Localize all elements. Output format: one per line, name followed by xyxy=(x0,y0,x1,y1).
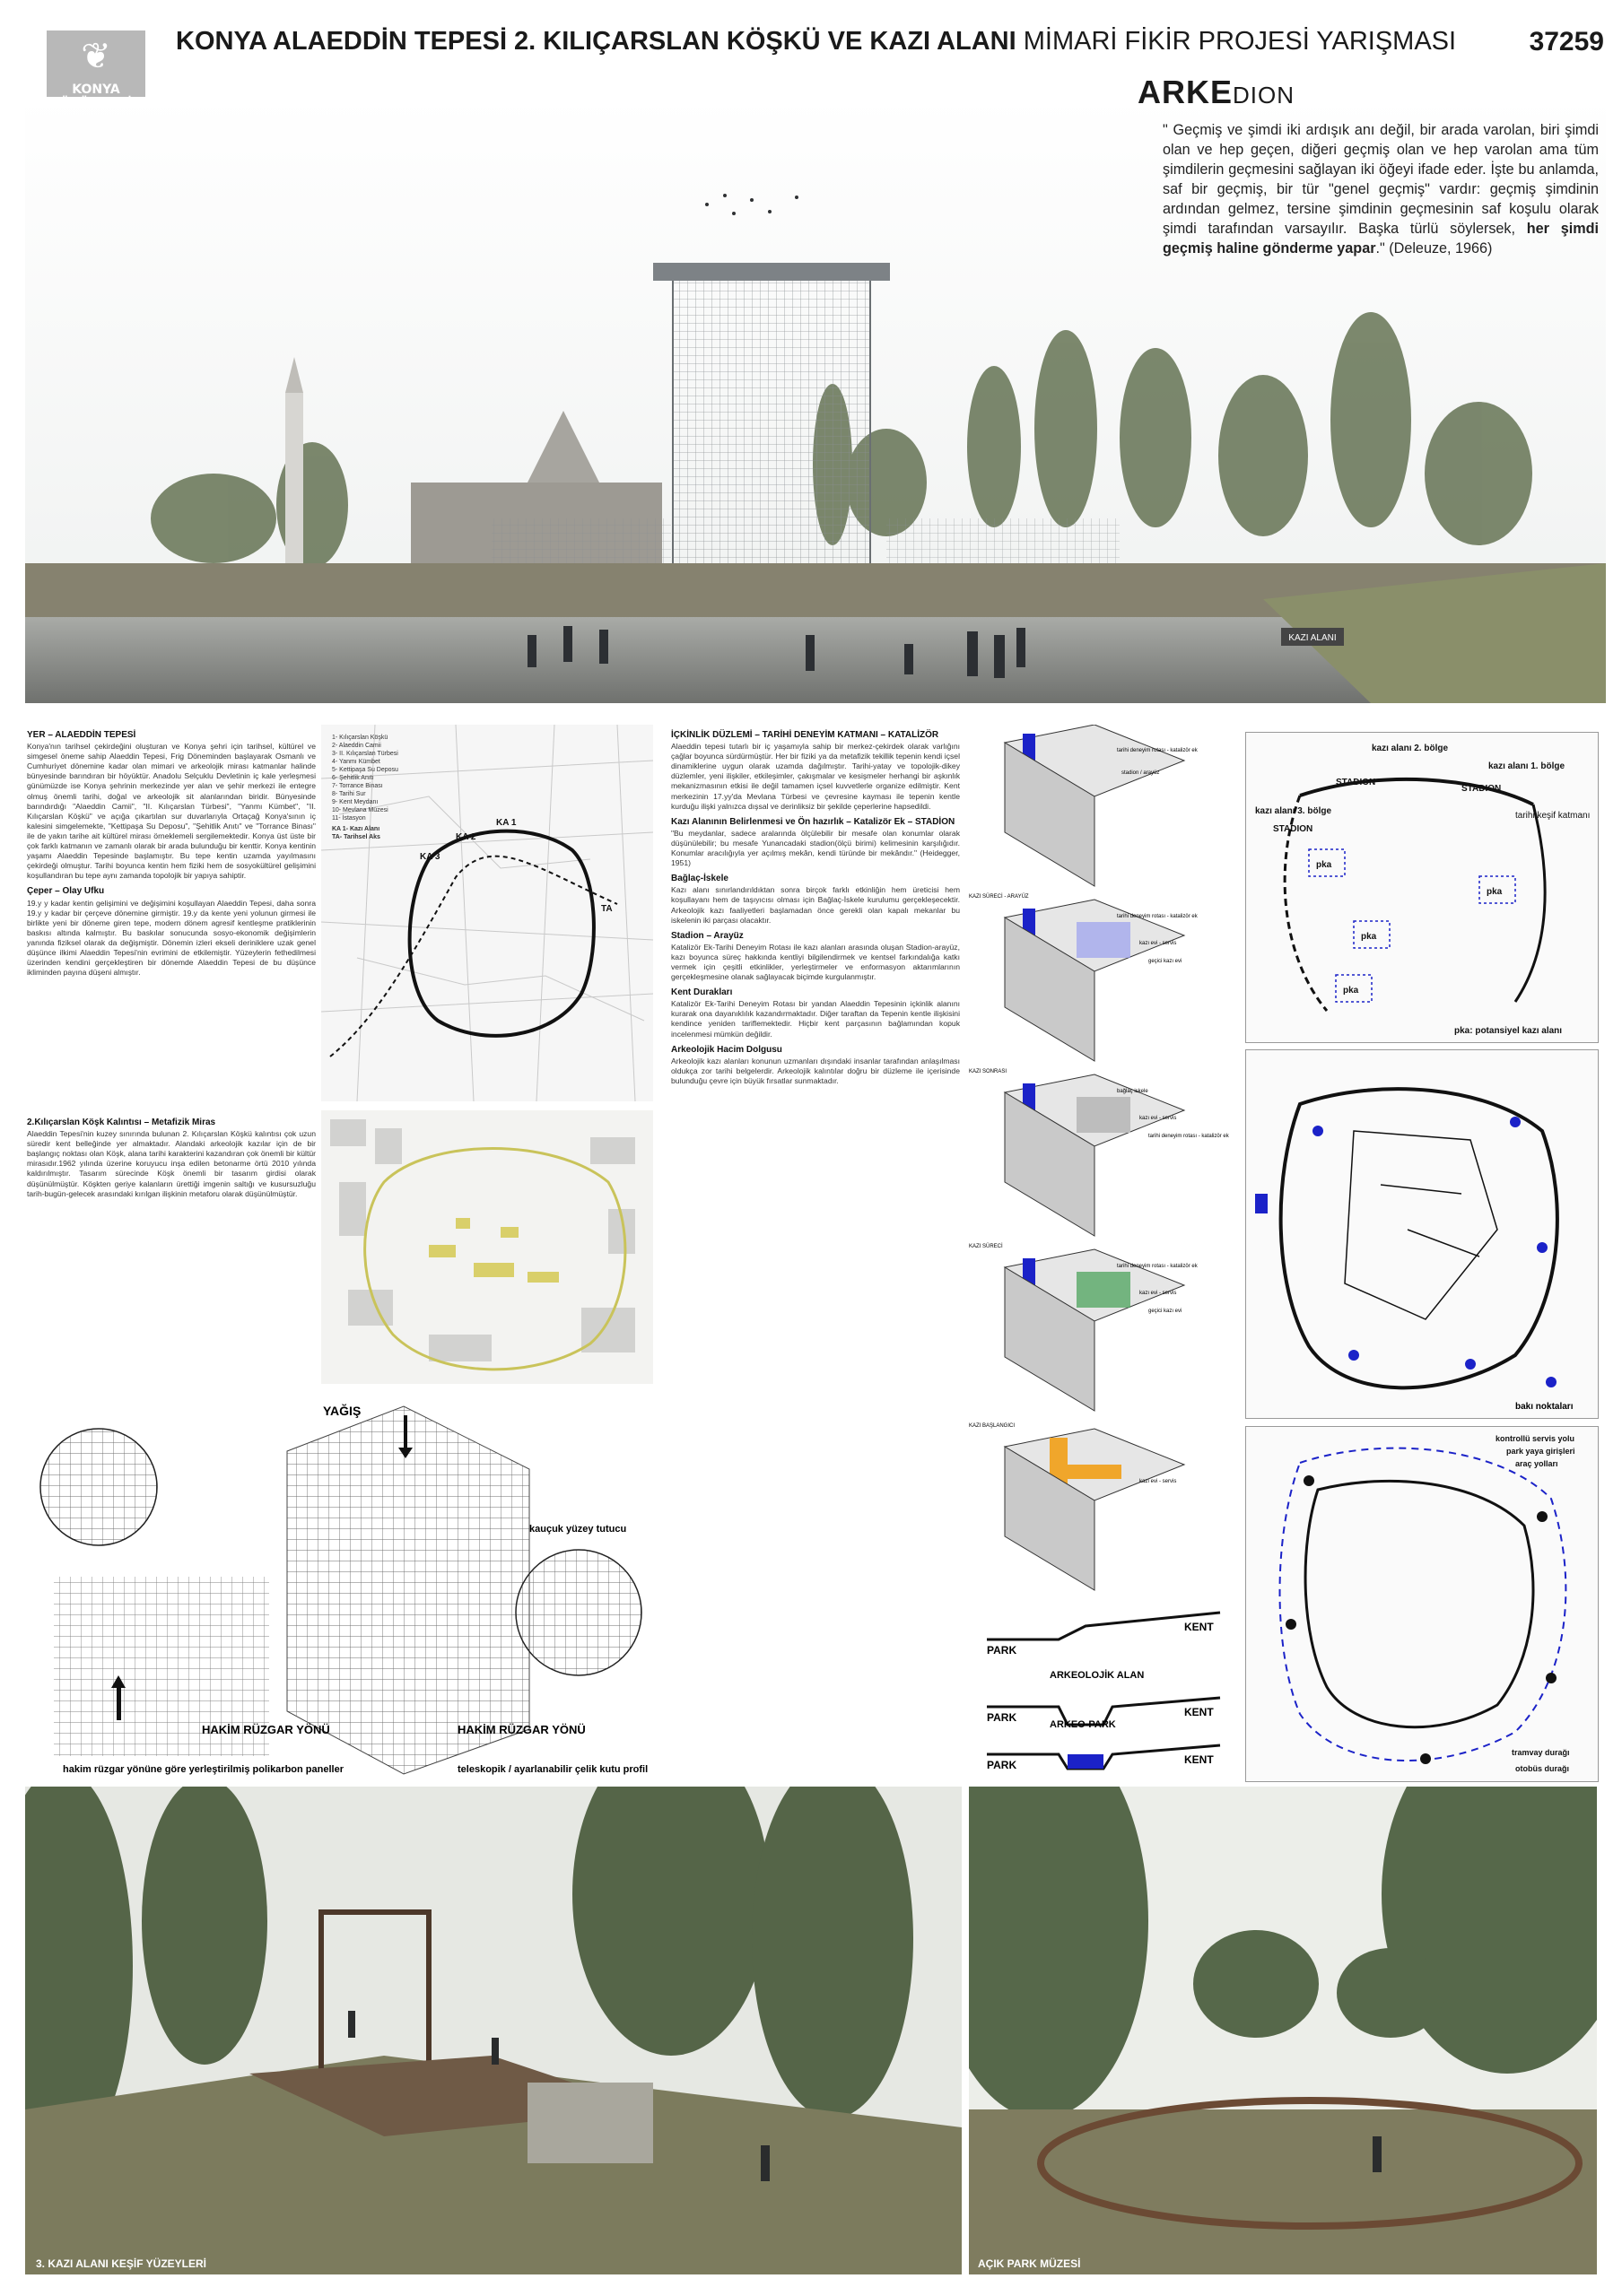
d2-label: KAZI SÜRECİ - ARAYÜZ xyxy=(969,894,1029,900)
label-pka: pka xyxy=(1487,887,1503,897)
phase-diagrams xyxy=(969,725,1238,1774)
legend-item: 7- Torrance Binası xyxy=(332,783,383,789)
site-map-svg xyxy=(321,725,653,1101)
heading-kazi-alani: Kazı Alanının Belirlenmesi ve Ön hazırlık – Katalizör Ek – STADİON xyxy=(671,816,955,827)
quote-part2: ." (Deleuze, 1966) xyxy=(1375,240,1493,257)
paragraph-stadion: Katalizör Ek-Tarihi Deneyim Rotası ile kazı alanları arasında oluşan Stadion-arayüz, kazı boyunca süreç hakkında kentliyi bilgilendirmek ve kentsel farkındalığa katkı vermek için çeşitli etkinlikler, yerleştirmeler ve enformasyon aktarımlarının gerçekleşmesine olanak sağlayacak biçimde kurgulanmıştır. xyxy=(671,942,960,982)
d4-label: tarihi deneyim rotası - katalizör ek xyxy=(1117,1264,1198,1269)
entry-code: 37259 xyxy=(1529,27,1604,57)
label-profil: teleskopik / ayarlanabilir çelik kutu profil xyxy=(458,1764,649,1775)
site-text-block xyxy=(27,725,316,1101)
d3-label: tarihi deneyim rotası - katalizör ek xyxy=(1148,1134,1229,1139)
label-stadion2: STADION xyxy=(1461,784,1502,794)
legend-item: 10- Mevlana Müzesi xyxy=(332,807,388,813)
kosk-text-block xyxy=(27,1112,316,1386)
heading-baglac: Bağlaç-İskele xyxy=(671,874,728,884)
label-ruzgar2: HAKİM RÜZGAR YÖNÜ xyxy=(458,1723,586,1736)
excavation-zones-map xyxy=(1245,732,1599,1043)
map-legend xyxy=(332,735,398,840)
paragraph-hacim-dolgusu: Arkeolojik kazı alanları konunun uzmanları dışındaki insanlar tarafından anlaşılması oldukça zor tarihi belgelerdir. Arkeolojik kalıntılar doğru bir düzleme ile içerisinde bulunduğu çevre için büyük fırsatlar sunmaktadır. xyxy=(671,1056,960,1085)
d3-label: bağlaç iskele xyxy=(1117,1089,1148,1094)
d1-label: tarihi deneyim rotası - katalizör ek xyxy=(1117,748,1198,753)
label-ruzgar1: HAKİM RÜZGAR YÖNÜ xyxy=(202,1723,330,1736)
legend-item: 9- Kent Meydanı xyxy=(332,799,379,805)
heading-stadion: Stadion – Arayüz xyxy=(671,930,744,941)
excavation-zones-svg xyxy=(1246,733,1598,1042)
brand-bold: ARKE xyxy=(1138,74,1234,110)
title-bold: KONYA ALAEDDİN TEPESİ 2. KILIÇARSLAN KÖŞKÜ VE KAZI ALANI xyxy=(176,27,1016,56)
d2-label: geçici kazı evi xyxy=(1148,959,1182,964)
heading-ceper: Çeper – Olay Ufku xyxy=(27,886,105,897)
caption-discovery: 3. KAZI ALANI KEŞİF YÜZEYLERİ xyxy=(36,2257,207,2270)
label-bolge3: kazı alanı 3. bölge xyxy=(1255,806,1332,816)
label-stadion3: STADION xyxy=(1273,824,1313,834)
heading-hacim-dolgusu: Arkeolojik Hacim Dolgusu xyxy=(671,1044,782,1055)
label-pka: pka xyxy=(1361,932,1377,942)
label-ka2: KA 2 xyxy=(456,832,476,842)
d4-label: kazı evi - servis xyxy=(1139,1291,1177,1296)
legend-key1: KA 1- Kazı Alanı xyxy=(332,826,380,832)
legend-item: 1- Kılıçarslan Köşkü xyxy=(332,735,388,741)
legend-item: 11- İstasyon xyxy=(332,815,366,822)
label-yagis: YAĞIŞ xyxy=(323,1404,362,1418)
section2-title: ARKEOLOJİK ALAN xyxy=(1050,1670,1145,1681)
label-ka3: KA 3 xyxy=(420,852,440,862)
project-brand xyxy=(1138,74,1295,111)
viewpoints-map xyxy=(1245,1049,1599,1419)
d1-label: stadion / arayüz xyxy=(1121,770,1160,776)
label-pka-note: pka: potansiyel kazı alanı xyxy=(1454,1026,1563,1036)
paragraph-baglac: Kazı alanı sınırlandırıldıktan sonra birçok farklı etkinliğin hem üreticisi hem koşullayanı hem de taşıyıcısı olması için Bağlaç-İskele kurulumu gerçekleşecektir. Arkeolojik kazı faaliyetleri başlamadan önce gerekli olan kapalı mekanlar bu iskelenin iki parçası olacaktır. xyxy=(671,885,960,925)
label-servis: kontrollü servis yolu xyxy=(1496,1434,1575,1443)
paragraph-kazi-alani: "Bu meydanlar, sadece aralarında ölçülebilir bir mesafe olan konumlar olarak düşünülebilir; bu mesafe Yunancadaki stadion(ölçü birimi) kelimesinin karşılığıdır. Konumlar aracılığıyla yer açılmış mekân, kendi türünde bir mekândır." (Heidegger, 1951) xyxy=(671,828,960,868)
heading-kosk: 2.Kılıçarslan Köşk Kalıntısı – Metafizik Miras xyxy=(27,1118,216,1127)
d2-label: tarihi deneyim rotası - katalizör ek xyxy=(1117,914,1198,919)
figure-ground-svg xyxy=(321,1110,653,1384)
paragraph-kosk: Alaeddin Tepesi'nin kuzey sınırında bulunan 2. Kılıçarslan Köşkü kalıntısı çok uzun süredir kent belleğinde yer almaktadır. Alandaki arkeolojik kazılar için de bir başlangıç noktası olan Köşk, alana tarihi karakterini kazandıran çok önemli bir kültür mirasıdır.1962 yılında üzerine koruyucu inşa edilen betonarme örtü 2010 yılında kaldırılmıştır. Tasarım sürecinde Köşk önemli bir tasarım girdisi olarak düşünülmüştür. Köşkten geriye kalanların ürettiği imgenin saltığı ve kusursuzluğu tarih-bugün-gelecek arasındaki kırılgan ilişkinin metaforu olarak düşünülmüştür. xyxy=(27,1129,316,1198)
paragraph-kent-duraklari: Katalizör Ek-Tarihi Deneyim Rotası bir yandan Alaeddin Tepesinin içkinlik alanını kurarak ona dayanıklılık kazandırmaktadır. Diğer taraftan da Tepenin kentle ilişkisini kendince yeniden tariflemektedir. Hiçbir kent parçasının bağlamından kopuk incelenmesi mümkün değildir. xyxy=(671,999,960,1039)
heading-kent-duraklari: Kent Durakları xyxy=(671,987,733,998)
isometric-details xyxy=(27,1388,653,1779)
d4-label: geçici kazı evi xyxy=(1148,1309,1182,1314)
render-discovery-surfaces xyxy=(25,1787,962,2274)
label-baki: bakı noktaları xyxy=(1515,1402,1574,1412)
label-arac: araç yolları xyxy=(1515,1459,1558,1468)
label-ka1: KA 1 xyxy=(496,818,517,828)
section2-left: PARK xyxy=(987,1711,1017,1724)
paragraph-ickinlik: Alaeddin tepesi tutarlı bir iç yaşamıyla sahip bir merkez-çekirdek olarak varlığını çağlar boyunca sürdürmüştür. Her bir fiziki ya da metafizik tekillik tepenin kendi içsel dinamiklerine uygun olarak uzamda dağılmıştır. Tarihi-yatay ve topolojik-dikey düzlemler, yeni ilişkiler, etkileşimler, çakışmalar ve kesişmeler herhangi bir aşkınlık mekanizmasının etkisi ile değil tamamen içsel kuvvetlerle organize edilmiştir. Kent merkezinin 17.yy'da Mevlana Türbesi ve çevresine kayması ile tepenin kentle kurduğu ilişki yalnızca dışsal ve derinliksiz bir şekilde çeperlerine hapsedildi. xyxy=(671,742,960,811)
label-kaucuk: kauçuk yüzey tutucu xyxy=(529,1524,627,1535)
hero-sign-text: KAZI ALANI xyxy=(1288,633,1337,643)
section1-left: PARK xyxy=(987,1644,1017,1657)
section3-left: PARK xyxy=(987,1759,1017,1771)
section3-right: KENT xyxy=(1184,1753,1214,1766)
phase-diagrams-svg xyxy=(969,725,1238,1774)
legend-item: 2- Alaeddin Camii xyxy=(332,743,381,749)
d3-label: KAZI SONRASI xyxy=(969,1069,1007,1074)
legend-item: 3- II. Kılıçarslan Türbesi xyxy=(332,751,398,757)
quote-bold: her şimdi geçmiş haline gönderme yapar xyxy=(1163,221,1599,257)
open-park-scene xyxy=(969,1787,1597,2274)
access-svg xyxy=(1246,1427,1598,1781)
render-open-park-museum xyxy=(969,1787,1597,2274)
d3-label: kazı evi - servis xyxy=(1139,1116,1177,1121)
legend-item: 8- Tarihi Sur xyxy=(332,791,366,797)
viewpoints-svg xyxy=(1246,1050,1598,1418)
legend-item: 4- Yanmı Kümbet xyxy=(332,759,380,765)
paragraph-yer: Konya'nın tarihsel çekirdeğini oluşturan ve Konya şehri için tarihsel, kültürel ve simgesel öneme sahip Alaeddin Tepesi, Frig Döneminden başlayarak Osmanlı ve Cumhuriyet dönemine kadar olan mimari ve arkeolojik mirası katmanlar halinde bünyesinde barındıran bir höyüktür. Anadolu Selçuklu Devletinin iç kale yerleşmesi günümüzde ise Konya şehrinin merkezinde yer alan ve şehir merkezi ile entegre olmuş önemli tarihi, doğal ve arkeolojik sit alanlarından biridir. Bünyesinde barındırdığı "Alaeddin Camii", "II. Kılıçarslan Türbesi", "Yanmı Kümbet", "II. Kılıçarslan Köşkü" ve açığa çıkartılan sur duvarlarıyla Ortaçağ Konya'sının iç kalesini simgelemekte, "Kettipaşa Su Deposu", "Şehitlik Anıtı" ve "Torrance Binası" ile de yakın tarihe ait kültürel mirası örneklemeli sergilemektedir. Konya üst üste bir çok farklı katmanın ve zamanlı olarak bir arada bulunduğu bir kenttir. Konya kentinin yaşamı Alaeddin Tepesinde başlamıştır. Bu tepe kentin uzamda yayılmasını çekirdeği olmuştur. Tarihi boyunca kentin hem fiziki hem de sosyokültürel gelişimini koşullandıran bu tepe aynı zamanda topolojik bir yapıya sahiptir. xyxy=(27,742,316,881)
label-tramvay: tramvay durağı xyxy=(1512,1748,1570,1757)
figure-ground-map xyxy=(321,1110,653,1384)
legend-item: 6- Şehitlik Anıtı xyxy=(332,775,374,781)
discovery-scene xyxy=(25,1787,962,2274)
label-pka: pka xyxy=(1343,986,1359,996)
d5-label: kazı evi - servis xyxy=(1139,1479,1177,1484)
title-rest: MİMARİ FİKİR PROJESİ YARIŞMASI xyxy=(1016,27,1457,56)
section2-right: KENT xyxy=(1184,1706,1214,1718)
label-park-girisi: park yaya girişleri xyxy=(1506,1447,1575,1456)
section1-right: KENT xyxy=(1184,1621,1214,1633)
section3-title: ARKEO-PARK xyxy=(1050,1719,1116,1730)
label-bolge2: kazı alanı 2. bölge xyxy=(1372,744,1449,753)
caption-open-park: AÇIK PARK MÜZESİ xyxy=(978,2257,1081,2270)
label-ta: TA xyxy=(601,904,613,914)
d4-label: KAZI SÜRECİ xyxy=(969,1244,1003,1249)
design-text-block xyxy=(671,725,960,1774)
deleuze-quote xyxy=(1163,120,1599,258)
logo-line1: KONYA xyxy=(72,83,120,97)
label-stadion1: STADION xyxy=(1336,778,1376,787)
label-panel-note: hakim rüzgar yönüne göre yerleştirilmiş polikarbon paneller xyxy=(63,1764,344,1775)
label-pka: pka xyxy=(1316,860,1332,870)
quote-part1: " Geçmiş ve şimdi iki ardışık anı değil, bir arada varolan, biri şimdi olan ve hep geçen, diğeri geçmiş olan ve hep varolan ama tüm şimdilerin geçmesini sağlayan iki öğeyi ifade eder. İşte bu anlamda, saf bir geçmiş, bir tür "genel geçmiş" vardır: geçmiş şimdinin ardından gelmez, tersine şimdinin geçmesinin saf koşulu olarak şimdi tarafından varsayılır. Başka türlü söylersek, xyxy=(1163,122,1599,237)
heading-ickinlik: İÇKİNLİK DÜZLEMİ – TARİHİ DENEYİM KATMANI – KATALİZÖR xyxy=(671,730,939,740)
legend-item: 5- Kettipaşa Su Deposu xyxy=(332,767,398,773)
isometric-svg xyxy=(27,1388,653,1779)
label-bolge1: kazı alanı 1. bölge xyxy=(1488,761,1565,771)
site-map xyxy=(321,725,653,1101)
d2-label: kazı evi - servis xyxy=(1139,941,1177,946)
label-katman: tarihi keşif katmanı xyxy=(1515,811,1591,821)
crest-icon: ❦ xyxy=(81,36,111,77)
brand-rest: DION xyxy=(1233,82,1295,109)
heading-yer: YER – ALAEDDİN TEPESİ xyxy=(27,730,136,740)
legend-key2: TA- Tarihsel Aks xyxy=(332,834,380,840)
d5-label: KAZI BAŞLANGICI xyxy=(969,1423,1016,1429)
label-otobus: otobüs durağı xyxy=(1515,1764,1569,1773)
paragraph-ceper: 19.y y kadar kentin gelişimini ve değişimini koşullayan Alaeddin Tepesi, daha sonra 19.y y kadar bir çerçeve dönemine girmiştir. 19.y da kente yeni yolunun girmesi ile birlikte yeni bir döneme giren tepe, modern dönem agresif kentleşme pratiklerinin baskısı altında kalmıştır. Bu baskılar sonucunda sosyo-ekonomik değişimlerin yanında fiziksel olarak da değişmiştir. Dönemin izleri ekseli deriniklere uzak genel düşünce ilkimi Alaeddin Tepesi'nin evrimini de etkilemiştir. Yüzeylerin fethedilmesi üzerinden kendini gerçekleştiren bir dönemde Alaeddin Tepesi de bu düşünce ikliminden payına düşeni almıştır. xyxy=(27,898,316,978)
page-title xyxy=(176,27,1456,57)
access-map xyxy=(1245,1426,1599,1782)
